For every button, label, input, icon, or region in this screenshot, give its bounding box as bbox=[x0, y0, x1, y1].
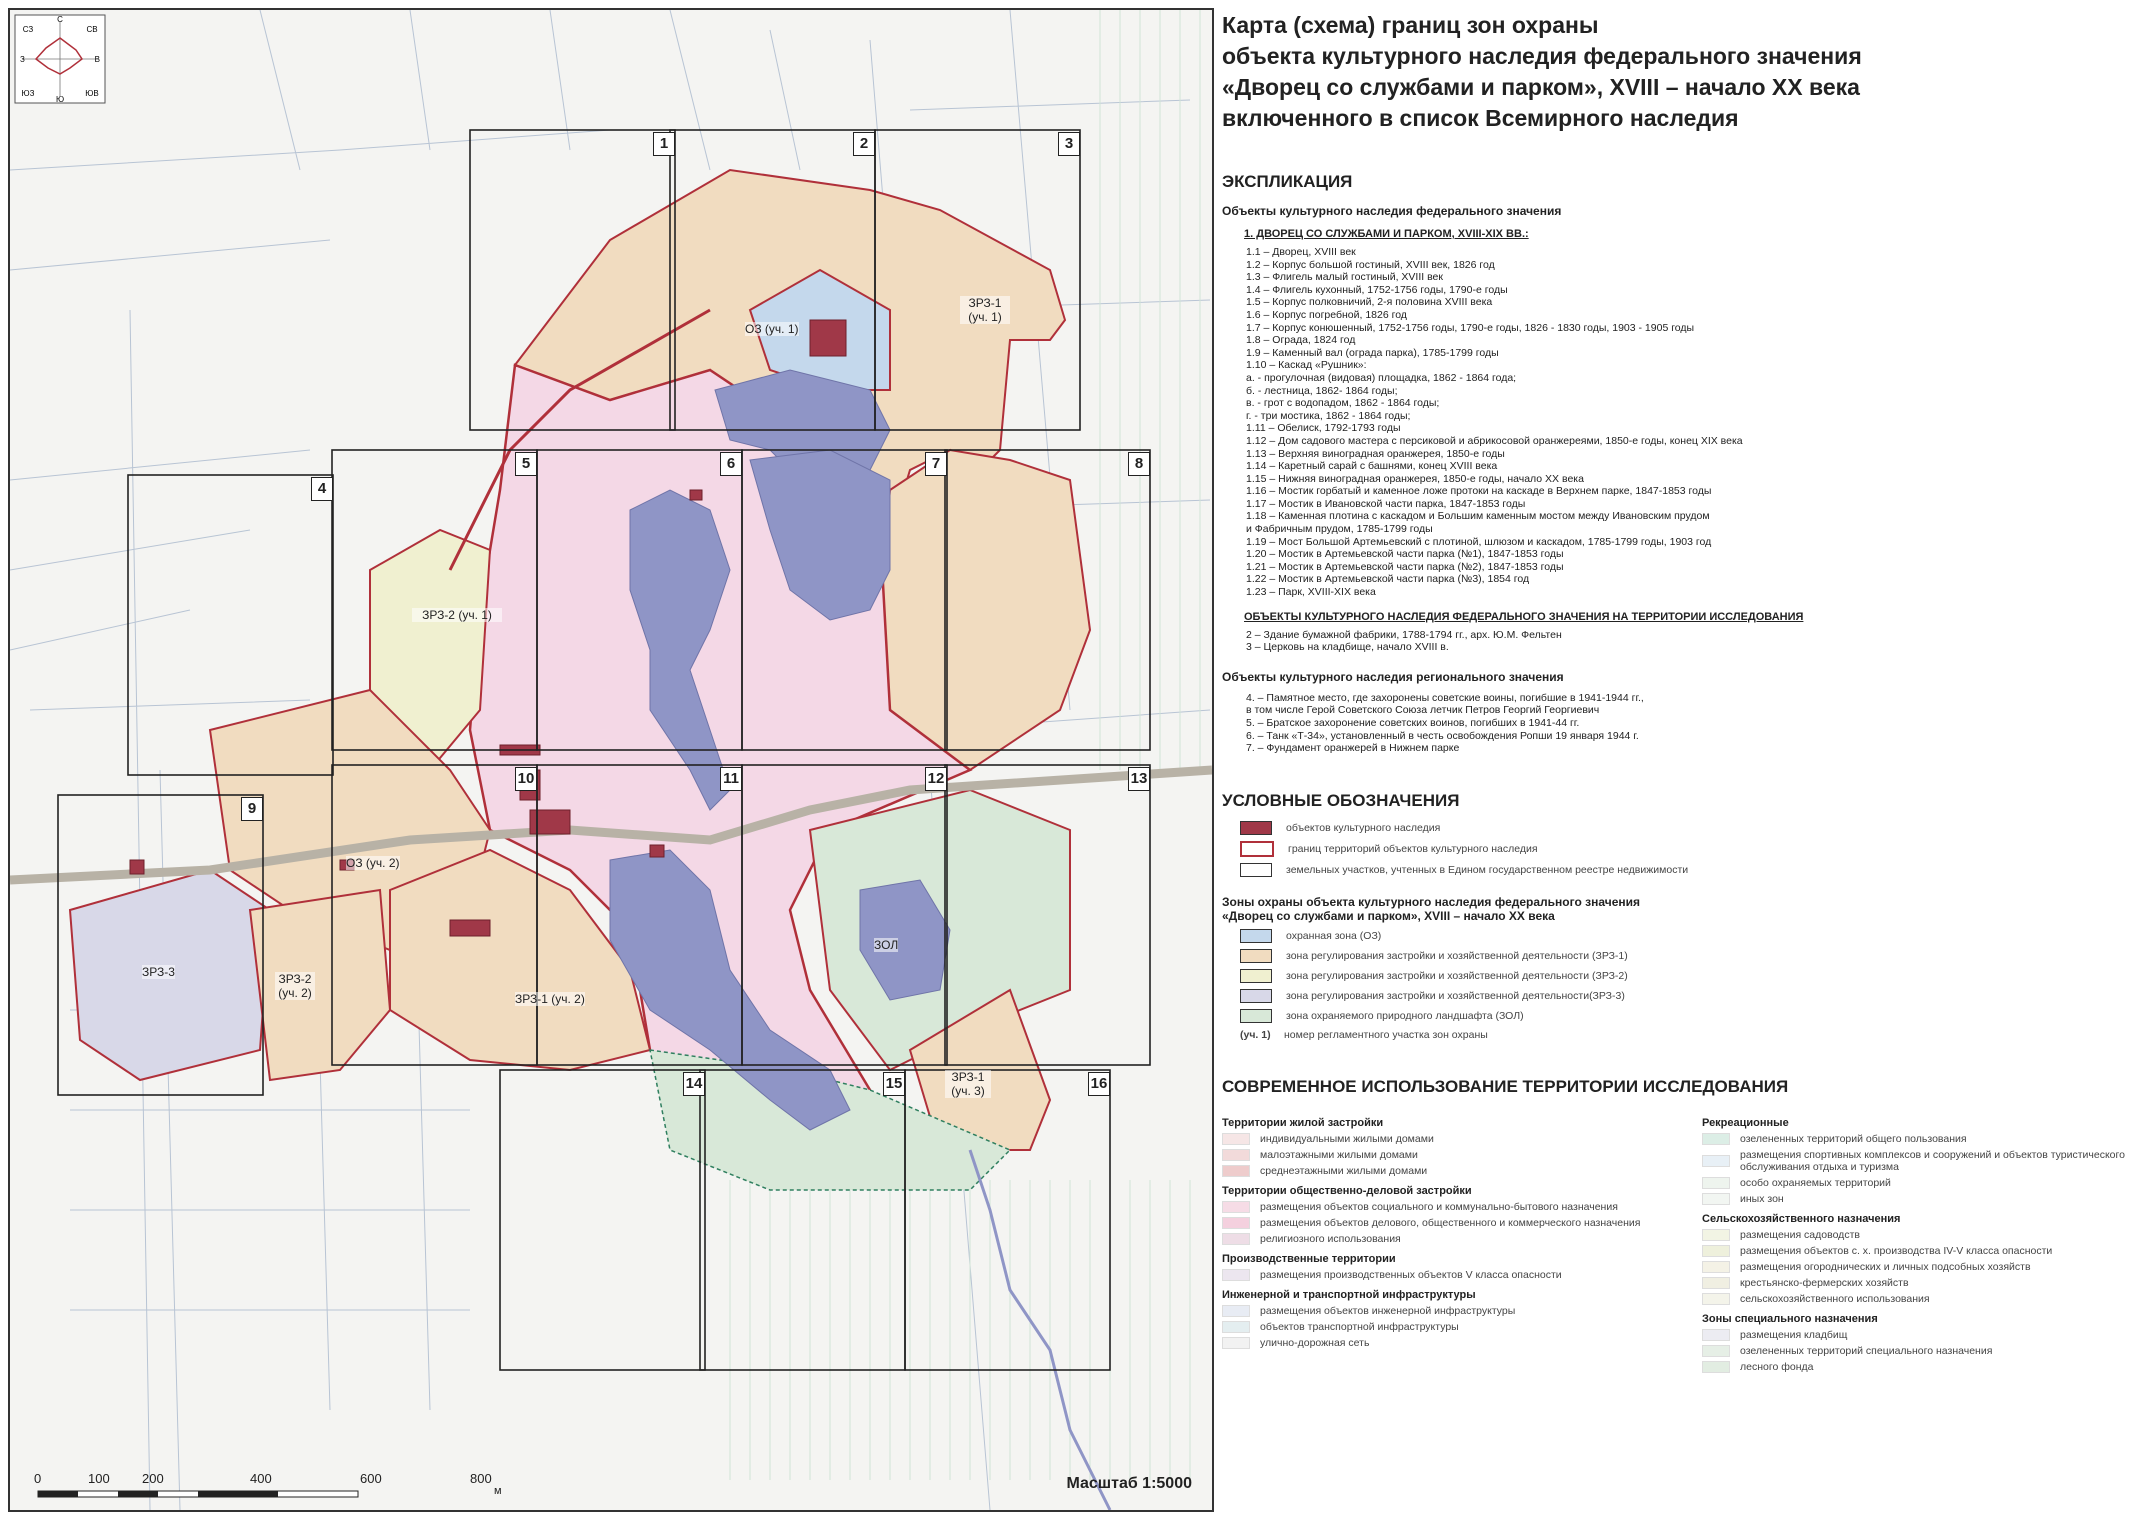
list-item: 1.20 – Мостик в Артемьевской части парка (№1), 1847-1853 годы bbox=[1246, 548, 1564, 561]
legend-swatch bbox=[1240, 949, 1272, 963]
compass-n: С bbox=[57, 15, 63, 24]
landuse-row bbox=[1702, 1229, 2142, 1241]
landuse-label: крестьянско-фермерских хозяйств bbox=[1740, 1276, 1909, 1289]
scale-tick: 800 bbox=[470, 1471, 492, 1486]
legend-row bbox=[1240, 821, 2142, 835]
landuse-row bbox=[1702, 1261, 2142, 1273]
zone-number-desc: номер регламентного участка зон охраны bbox=[1284, 1028, 1488, 1041]
list-item: 1.1 – Дворец, XVIII век bbox=[1246, 246, 1356, 258]
legend-row bbox=[1240, 1009, 2142, 1023]
landuse-row bbox=[1222, 1305, 1662, 1317]
landuse-row bbox=[1702, 1133, 2142, 1145]
legend-panel bbox=[1222, 10, 2142, 1510]
scale-tick: 100 bbox=[88, 1471, 110, 1486]
legend-row bbox=[1240, 841, 2142, 857]
scale-bar bbox=[24, 1465, 1204, 1505]
landuse-row bbox=[1222, 1201, 1662, 1213]
list-item: в том числе Герой Советского Союза летчик Петров Георгий Георгиевич bbox=[1246, 704, 1600, 717]
landuse-swatch bbox=[1222, 1337, 1250, 1349]
heritage-building bbox=[530, 810, 570, 834]
legend-label: земельных участков, учтенных в Едином государственном реестре недвижимости bbox=[1286, 863, 1689, 876]
landuse-label: размещения производственных объектов V класса опасности bbox=[1260, 1268, 1562, 1281]
landuse-label: размещения огороднических и личных подсобных хозяйств bbox=[1740, 1260, 2031, 1273]
zone-label-oz1: ОЗ (уч. 1) bbox=[745, 322, 799, 336]
zone-label-zol: ЗОЛ bbox=[874, 938, 899, 952]
sheet-number[interactable]: 1 bbox=[653, 132, 675, 156]
sheet-number[interactable]: 12 bbox=[925, 767, 947, 791]
explication-list bbox=[1246, 246, 2142, 599]
landuse-label: размещения садоводств bbox=[1740, 1228, 1860, 1241]
heritage-building bbox=[690, 490, 702, 500]
legend-label: зона охраняемого природного ландшафта (ЗОЛ) bbox=[1286, 1009, 1524, 1022]
landuse-row bbox=[1222, 1217, 1662, 1229]
zone-number-sample: (уч. 1) bbox=[1240, 1028, 1271, 1041]
landuse-swatch bbox=[1222, 1305, 1250, 1317]
landuse-row bbox=[1702, 1245, 2142, 1257]
landuse-label: особо охраняемых территорий bbox=[1740, 1176, 1891, 1189]
ensemble-heading: 1. ДВОРЕЦ СО СЛУЖБАМИ И ПАРКОМ, XVIII-XIX ВВ.: bbox=[1244, 228, 1529, 240]
landuse-label: размещения объектов инженерной инфраструктуры bbox=[1260, 1304, 1516, 1317]
legend-label: охранная зона (ОЗ) bbox=[1286, 929, 1382, 942]
compass-ne: СВ bbox=[86, 25, 98, 34]
federal-heading: Объекты культурного наследия федерального значения bbox=[1222, 204, 1562, 218]
legend-row bbox=[1240, 969, 2142, 983]
landuse-row bbox=[1702, 1293, 2142, 1305]
legend-swatch bbox=[1240, 929, 1272, 943]
landuse-swatch bbox=[1222, 1201, 1250, 1213]
legend-swatch bbox=[1240, 1009, 1272, 1023]
landuse-label: лесного фонда bbox=[1740, 1360, 1814, 1373]
title-line: объекта культурного наследия федерального значения bbox=[1222, 43, 1862, 69]
landuse-label: индивидуальными жилыми домами bbox=[1260, 1132, 1434, 1145]
landuse-label: среднеэтажными жилыми домами bbox=[1260, 1164, 1428, 1177]
landuse-row bbox=[1222, 1233, 1662, 1245]
sheet-number[interactable]: 6 bbox=[720, 452, 742, 476]
landuse-swatch bbox=[1702, 1177, 1730, 1189]
list-item: 1.19 – Мост Большой Артемьевский с плотиной, шлюзом и каскадом, 1785-1799 годы, 1903 год bbox=[1246, 535, 1712, 548]
explication-heading: ЭКСПЛИКАЦИЯ bbox=[1222, 172, 1353, 191]
landuse-right bbox=[1702, 1109, 2142, 1373]
landuse-row bbox=[1702, 1345, 2142, 1357]
legend-label: объектов культурного наследия bbox=[1286, 821, 1441, 834]
list-item: а. - прогулочная (видовая) площадка, 1862 - 1864 года; bbox=[1246, 371, 1517, 384]
zones-heading-line: Зоны охраны объекта культурного наследия федерального значения bbox=[1222, 894, 1640, 909]
zone-label-oz2: ОЗ (уч. 2) bbox=[346, 856, 400, 870]
landuse-swatch bbox=[1222, 1321, 1250, 1333]
list-item: 1.4 – Флигель кухонный, 1752-1756 годы, 1790-е годы bbox=[1246, 283, 1508, 296]
landuse-group-heading: Рекреационные bbox=[1702, 1116, 1789, 1129]
legend-label: зона регулирования застройки и хозяйственной деятельности (ЗРЗ-1) bbox=[1286, 949, 1628, 962]
zone-label-zrz2-1: ЗРЗ-2 (уч. 1) bbox=[412, 608, 502, 622]
landuse-swatch bbox=[1222, 1233, 1250, 1245]
list-item: 1.18 – Каменная плотина с каскадом и Большим каменным мостом между Ивановским прудом bbox=[1246, 510, 1710, 523]
list-item: 1.17 – Мостик в Ивановской части парка, 1847-1853 годы bbox=[1246, 497, 1526, 510]
landuse-swatch bbox=[1702, 1361, 1730, 1373]
compass-nw: СЗ bbox=[22, 25, 34, 34]
title-line: «Дворец со службами и парком», XVIII – начало XX века bbox=[1222, 74, 1860, 100]
research-list bbox=[1246, 629, 2142, 654]
heritage-building bbox=[650, 845, 664, 857]
scale-unit: м bbox=[494, 1485, 502, 1497]
legend-row bbox=[1240, 929, 2142, 943]
scale-tick: 400 bbox=[250, 1471, 272, 1486]
list-item: 3 – Церковь на кладбище, начало XVIII в. bbox=[1246, 641, 1449, 654]
landuse-row bbox=[1702, 1193, 2142, 1205]
sheet-number[interactable]: 7 bbox=[925, 452, 947, 476]
landuse-group-heading: Инженерной и транспортной инфраструктуры bbox=[1222, 1288, 1476, 1301]
landuse-columns bbox=[1222, 1109, 2142, 1373]
list-item: 1.21 – Мостик в Артемьевской части парка (№2), 1847-1853 годы bbox=[1246, 560, 1564, 573]
landuse-row bbox=[1222, 1269, 1662, 1281]
landuse-swatch bbox=[1702, 1133, 1730, 1145]
legend-swatch bbox=[1240, 863, 1272, 877]
sheet-number[interactable]: 4 bbox=[311, 477, 333, 501]
list-item: 5. – Братское захоронение советских воинов, погибших в 1941-44 гг. bbox=[1246, 717, 1580, 729]
landuse-row bbox=[1222, 1133, 1662, 1145]
landuse-label: размещения объектов с. х. производства IV-V класса опасности bbox=[1740, 1244, 2053, 1257]
landuse-group-heading: Зоны специального назначения bbox=[1702, 1312, 1878, 1325]
compass-e: В bbox=[94, 55, 100, 64]
sheet-number[interactable]: 13 bbox=[1128, 767, 1150, 791]
landuse-label: малоэтажными жилыми домами bbox=[1260, 1148, 1418, 1161]
list-item: 1.14 – Каретный сарай с башнями, конец XVIII века bbox=[1246, 460, 1498, 473]
landuse-group-heading: Территории общественно-деловой застройки bbox=[1222, 1184, 1472, 1197]
list-item: 7. – Фундамент оранжерей в Нижнем парке bbox=[1246, 742, 1460, 755]
palace-object bbox=[810, 320, 846, 356]
zones-heading bbox=[1222, 895, 2142, 923]
landuse-swatch bbox=[1702, 1245, 1730, 1257]
landuse-label: религиозного использования bbox=[1260, 1232, 1401, 1245]
heritage-building bbox=[450, 920, 490, 936]
list-item: 1.10 – Каскад «Рушник»: bbox=[1246, 359, 1367, 372]
landuse-row bbox=[1222, 1337, 1662, 1349]
landuse-swatch bbox=[1702, 1277, 1730, 1289]
landuse-label: размещения объектов делового, общественного и коммерческого назначения bbox=[1260, 1216, 1641, 1229]
list-item: 4. – Памятное место, где захоронены советские воины, погибшие в 1941-1944 гг., bbox=[1246, 691, 1644, 704]
landuse-group-heading: Производственные территории bbox=[1222, 1252, 1396, 1265]
landuse-left bbox=[1222, 1109, 1662, 1373]
list-item: 1.11 – Обелиск, 1792-1793 годы bbox=[1246, 422, 1401, 435]
list-item: 1.15 – Нижняя виноградная оранжерея, 1850-е годы, начало XX века bbox=[1246, 472, 1584, 485]
landuse-heading: СОВРЕМЕННОЕ ИСПОЛЬЗОВАНИЕ ТЕРРИТОРИИ ИССЛЕДОВАНИЯ bbox=[1222, 1076, 1789, 1096]
landuse-swatch bbox=[1702, 1193, 1730, 1205]
list-item: 1.8 – Ограда, 1824 год bbox=[1246, 334, 1356, 347]
zones-list bbox=[1222, 929, 2142, 1023]
scale-tick: 600 bbox=[360, 1471, 382, 1486]
list-item: 1.3 – Флигель малый гостиный, XVIII век bbox=[1246, 271, 1443, 284]
landuse-row bbox=[1222, 1165, 1662, 1177]
legend-label: зона регулирования застройки и хозяйственной деятельности (ЗРЗ-2) bbox=[1286, 969, 1628, 982]
list-item: 1.12 – Дом садового мастера с персиковой и абрикосовой оранжереями, 1850-е годы, конец XIX века bbox=[1246, 434, 1743, 447]
list-item: г. - три мостика, 1862 - 1864 годы; bbox=[1246, 409, 1411, 422]
landuse-swatch bbox=[1222, 1217, 1250, 1229]
scale-tick: 200 bbox=[142, 1471, 164, 1486]
map-panel[interactable] bbox=[8, 8, 1214, 1512]
list-item: 1.5 – Корпус полковничий, 2-я половина XVIII века bbox=[1246, 296, 1493, 309]
landuse-row bbox=[1702, 1149, 2142, 1173]
list-item: в. - грот с водопадом, 1862 - 1864 годы; bbox=[1246, 397, 1440, 410]
scale-label: Масштаб 1:5000 bbox=[1066, 1475, 1192, 1492]
landuse-swatch bbox=[1702, 1293, 1730, 1305]
legend-row bbox=[1240, 989, 2142, 1003]
list-item: 1.2 – Корпус большой гостиный, XVIII век, 1826 год bbox=[1246, 258, 1495, 271]
landuse-label: озелененных территорий специального назначения bbox=[1740, 1344, 1993, 1357]
landuse-row bbox=[1222, 1321, 1662, 1333]
legend-heading: УСЛОВНЫЕ ОБОЗНАЧЕНИЯ bbox=[1222, 790, 1460, 810]
landuse-swatch bbox=[1222, 1133, 1250, 1145]
zrz2-zone-2 bbox=[250, 890, 390, 1080]
landuse-row bbox=[1702, 1361, 2142, 1373]
sheet-number[interactable]: 3 bbox=[1058, 132, 1080, 156]
sheet-number[interactable]: 8 bbox=[1128, 452, 1150, 476]
list-item: 1.16 – Мостик горбатый и каменное ложе протоки на каскаде в Верхнем парке, 1847-1853 годы bbox=[1246, 485, 1712, 498]
landuse-swatch bbox=[1222, 1165, 1250, 1177]
legend-swatch bbox=[1240, 841, 1274, 857]
legend-swatch bbox=[1240, 989, 1272, 1003]
legend-label: зона регулирования застройки и хозяйственной деятельности(ЗРЗ-3) bbox=[1286, 989, 1625, 1002]
list-item: 1.23 – Парк, XVIII-XIX века bbox=[1246, 586, 1376, 599]
compass-s: Ю bbox=[55, 95, 65, 104]
landuse-row bbox=[1702, 1329, 2142, 1341]
landuse-swatch bbox=[1222, 1269, 1250, 1281]
sheet-number[interactable]: 14 bbox=[683, 1072, 705, 1096]
landuse-swatch bbox=[1702, 1261, 1730, 1273]
landuse-label: объектов транспортной инфраструктуры bbox=[1260, 1320, 1459, 1333]
landuse-label: размещения объектов социального и коммунально-бытового назначения bbox=[1260, 1200, 1618, 1213]
legend-list bbox=[1222, 821, 2142, 877]
river bbox=[970, 1150, 1110, 1510]
sheet-number[interactable]: 15 bbox=[883, 1072, 905, 1096]
list-item: 1.6 – Корпус погребной, 1826 год bbox=[1246, 308, 1407, 321]
title-line: включенного в список Всемирного наследия bbox=[1222, 105, 1739, 131]
landuse-label: озелененных территорий общего пользования bbox=[1740, 1132, 1967, 1145]
map-title bbox=[1222, 10, 2142, 134]
legend-row bbox=[1240, 949, 2142, 963]
landuse-swatch bbox=[1702, 1345, 1730, 1357]
legend-swatch bbox=[1240, 821, 1272, 835]
landuse-swatch bbox=[1702, 1229, 1730, 1241]
landuse-group-heading: Территории жилой застройки bbox=[1222, 1116, 1384, 1129]
landuse-swatch bbox=[1222, 1149, 1250, 1161]
landuse-row bbox=[1702, 1177, 2142, 1189]
landuse-label: размещения спортивных комплексов и сооружений и объектов туристического обслуживания отдыха и туризма bbox=[1740, 1148, 2125, 1173]
sheet-number[interactable]: 9 bbox=[241, 797, 263, 821]
legend-label: границ территорий объектов культурного наследия bbox=[1288, 842, 1538, 855]
research-heading: ОБЪЕКТЫ КУЛЬТУРНОГО НАСЛЕДИЯ ФЕДЕРАЛЬНОГО ЗНАЧЕНИЯ НА ТЕРРИТОРИИ ИССЛЕДОВАНИЯ bbox=[1244, 610, 1804, 623]
landuse-row bbox=[1222, 1149, 1662, 1161]
list-item: 1.22 – Мостик в Артемьевской части парка (№3), 1854 год bbox=[1246, 573, 1530, 586]
sheet-number[interactable]: 11 bbox=[720, 767, 742, 791]
wind-rose bbox=[15, 15, 105, 104]
landuse-swatch bbox=[1702, 1329, 1730, 1341]
list-item: 1.9 – Каменный вал (ограда парка), 1785-1799 годы bbox=[1246, 346, 1499, 359]
list-item: 1.13 – Верхняя виноградная оранжерея, 1850-е годы bbox=[1246, 447, 1505, 460]
scale-tick: 0 bbox=[34, 1471, 42, 1486]
list-item: б. - лестница, 1862- 1864 годы; bbox=[1246, 384, 1398, 397]
legend-row bbox=[1240, 863, 2142, 877]
zone-label-zrz1-3: ЗРЗ-1 (уч. 3) bbox=[945, 1070, 991, 1098]
sheet-number[interactable]: 2 bbox=[853, 132, 875, 156]
landuse-label: иных зон bbox=[1740, 1192, 1784, 1205]
landuse-group-heading: Сельскохозяйственного назначения bbox=[1702, 1212, 1901, 1225]
regional-list bbox=[1246, 692, 2142, 755]
heritage-building bbox=[130, 860, 144, 874]
list-item: и Фабричным прудом, 1785-1799 годы bbox=[1246, 523, 1433, 536]
zone-label-zrz3: ЗРЗ-3 bbox=[142, 965, 175, 979]
landuse-swatch bbox=[1702, 1155, 1730, 1167]
sheet-number[interactable]: 5 bbox=[515, 452, 537, 476]
compass-w: З bbox=[20, 55, 25, 64]
legend-swatch bbox=[1240, 969, 1272, 983]
sheet-number[interactable]: 16 bbox=[1088, 1072, 1110, 1096]
compass-se: ЮВ bbox=[85, 89, 99, 98]
regional-heading: Объекты культурного наследия регионального значения bbox=[1222, 669, 1564, 684]
zone-label-zrz1-1: ЗРЗ-1 (уч. 1) bbox=[960, 296, 1010, 324]
landuse-label: размещения кладбищ bbox=[1740, 1328, 1848, 1341]
zone-number-key bbox=[1240, 1029, 2142, 1041]
landuse-row bbox=[1702, 1277, 2142, 1289]
compass-sw: ЮЗ bbox=[21, 89, 35, 98]
zones-heading-line: «Дворец со службами и парком», XVIII – начало XX века bbox=[1222, 908, 1555, 923]
zone-label-zrz2-2: ЗРЗ-2 (уч. 2) bbox=[275, 972, 315, 1000]
list-item: 1.7 – Корпус конюшенный, 1752-1756 годы, 1790-е годы, 1826 - 1830 годы, 1903 - 1905 годы bbox=[1246, 321, 1695, 334]
landuse-label: сельскохозяйственного использования bbox=[1740, 1292, 1930, 1305]
list-item: 2 – Здание бумажной фабрики, 1788-1794 гг., арх. Ю.М. Фельтен bbox=[1246, 628, 1562, 641]
list-item: 6. – Танк «Т-34», установленный в честь освобождения Ропши 19 января 1944 г. bbox=[1246, 729, 1639, 742]
zone-label-zrz1-2: ЗРЗ-1 (уч. 2) bbox=[515, 992, 585, 1006]
landuse-label: улично-дорожная сеть bbox=[1260, 1336, 1370, 1349]
map-drawing bbox=[10, 10, 1212, 1510]
title-line: Карта (схема) границ зон охраны bbox=[1222, 12, 1599, 38]
sheet-number[interactable]: 10 bbox=[515, 767, 537, 791]
